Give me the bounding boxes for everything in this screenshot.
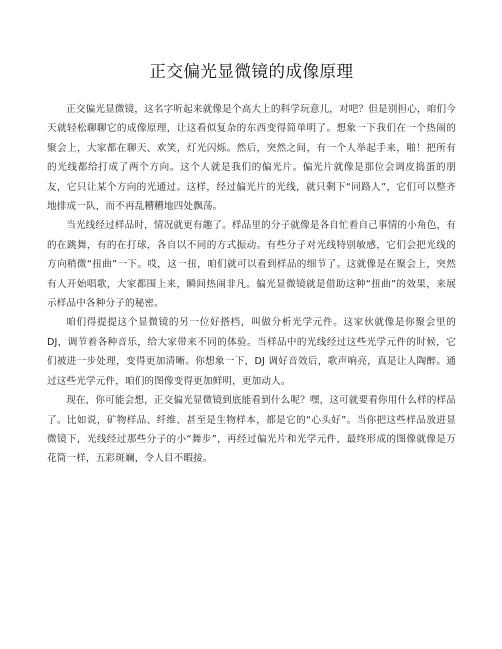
paragraph-4: 现在，你可能会想，正交偏光显微镜到底能看到什么呢？嘿，这可就要看你用什么样的样品了。比如说，矿物样品、纤维、甚至是生物样本，都是它的“心头好”。当你把这些样品放进显微镜下，光线经过那些分子的小“舞步”，再经过偏光片和光学元件，最终形成的图像就像是万花筒一样，五彩斑斓，令人目不暇接。 <box>47 395 456 465</box>
paragraph-3: 咱们得提提这个显微镜的另一位好搭档，叫做分析光学元件。这家伙就像是你聚会里的 DJ，调节着各种音乐，给大家带来不同的体验。当样品中的光线经过这些光学元件的时候，它们被进一步处理，变得更加清晰。你想象一下，DJ 调好音效后，歌声响亮，真是让人陶醉。通过这些光学元件，咱们的图像变得更加鲜明，更加动人。 <box>47 317 456 387</box>
document-title: 正交偏光显微镜的成像原理 <box>149 62 354 81</box>
paragraph-1: 正交偏光显微镜，这名字听起来就像是个高大上的科学玩意儿，对吧？但是别担心，咱们今天就轻松聊聊它的成像原理，让这看似复杂的东西变得简单明了。想象一下我们在一个热闹的聚会上，大家都在聊天、欢笑，灯光闪烁。然后，突然之间，有一个人举起手来，啪！把所有的光线都给打成了两个方向。这个人就是我们的偏光片。偏光片就像是那位会调皮捣蛋的朋友，它只让某个方向的光通过。这样，经过偏光片的光线，就只剩下“同路人”，它们可以整齐地排成一队，而不再乱糟糟地四处飘荡。 <box>47 104 456 213</box>
paragraph-2: 当光线经过样品时，情况就更有趣了。样品里的分子就像是各自忙着自己事情的小角色，有的在跳舞，有的在打球，各自以不同的方式振动。有些分子对光线特别敏感，它们会把光线的方向稍微“扭曲”一下。哎，这一扭，咱们就可以看到样品的细节了。这就像是在聚会上，突然有人开始唱歌，大家都围上来，瞬间热闹非凡。偏光显微镜就是借助这种“扭曲”的效果，来展示样品中各种分子的秘密。 <box>47 220 456 310</box>
